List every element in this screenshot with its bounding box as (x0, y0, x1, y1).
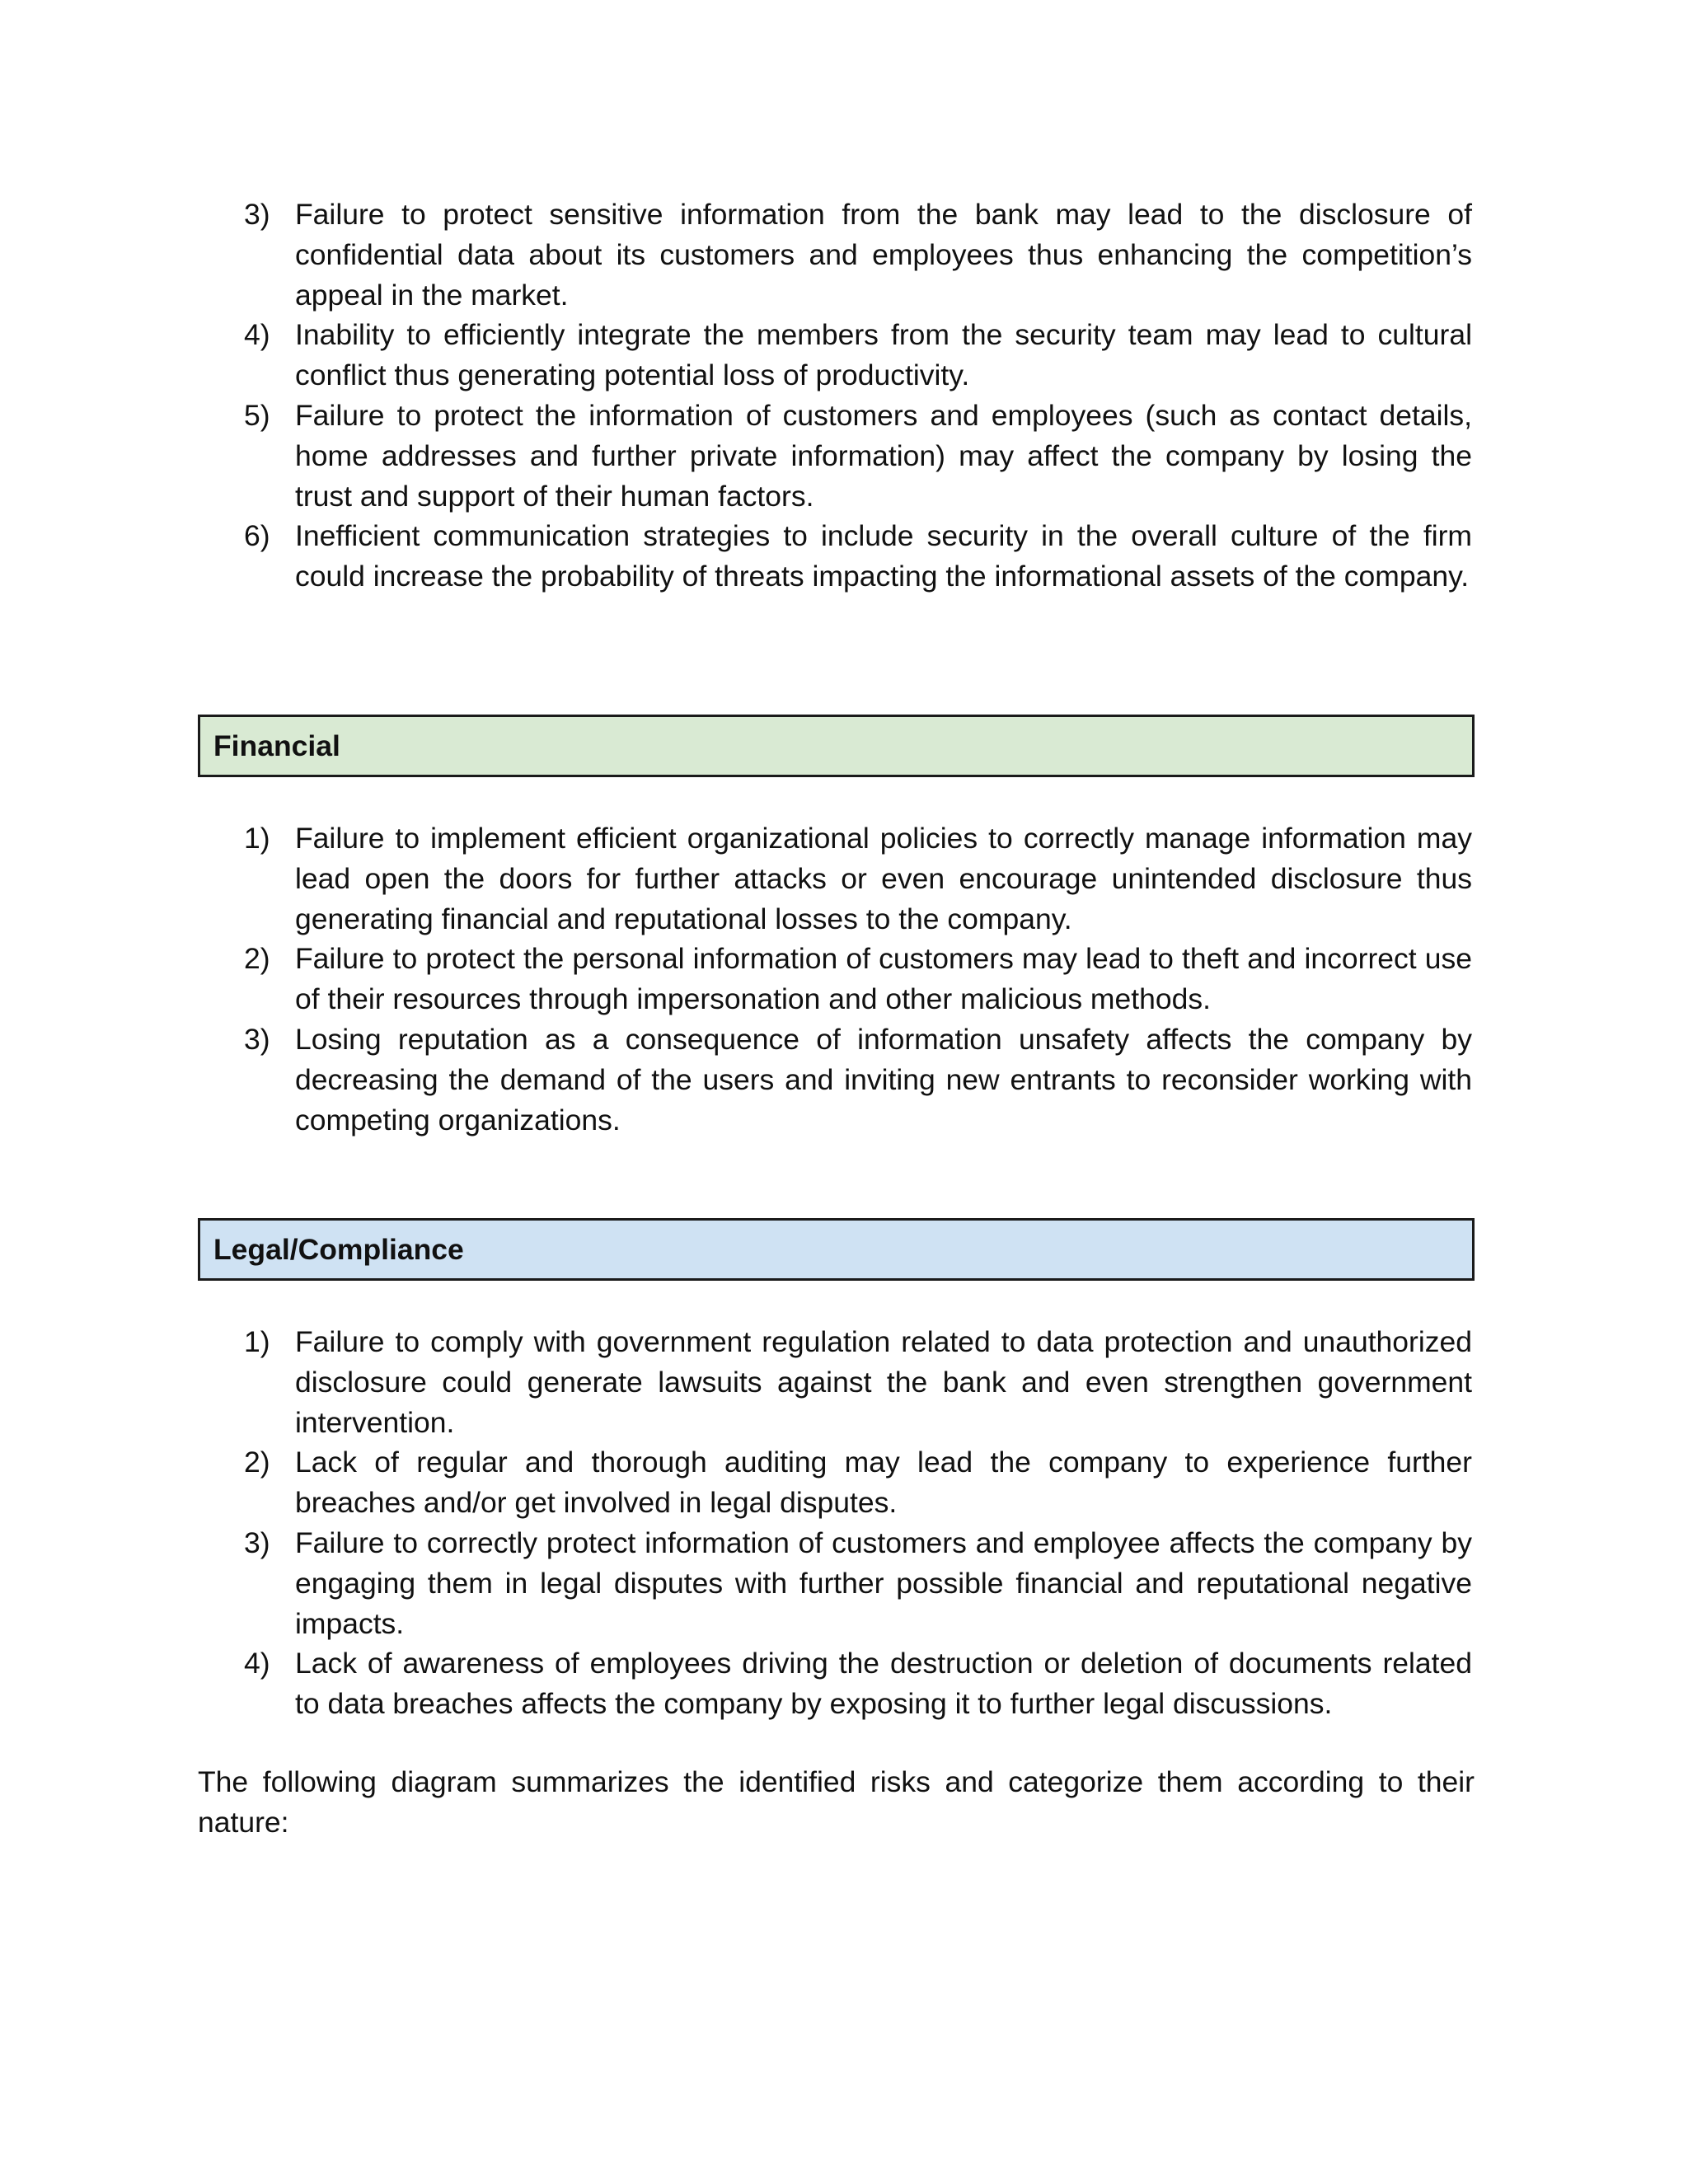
financial-section-heading (198, 715, 1475, 777)
intro-risk-list (244, 194, 1472, 597)
list-item-text: Failure to correctly protect information of customers and employee affects the company by engaging them in legal disputes with further possible financial and reputational negative impacts. (295, 1526, 1472, 1640)
list-item (244, 818, 1472, 939)
list-item-text: Inability to efficiently integrate the members from the security team may lead to cultural conflict thus generating potential loss of productivity. (295, 318, 1472, 392)
list-item (244, 1643, 1472, 1724)
list-item (244, 939, 1472, 1019)
list-item-text: Failure to implement efficient organizational policies to correctly manage information may lead open the doors for further attacks or even encourage unintended disclosure thus generating financial and reputational losses to the company. (295, 822, 1472, 935)
financial-heading-text: Financial (213, 729, 340, 762)
list-item (244, 194, 1472, 315)
list-item-text: Failure to comply with government regulation related to data protection and unauthorized disclosure could generate lawsuits against the bank and even strengthen government intervention. (295, 1325, 1472, 1439)
list-item-number: 4) (244, 318, 270, 352)
list-item-text: Lack of regular and thorough auditing may lead the company to experience further breaches and/or get involved in legal disputes. (295, 1446, 1472, 1520)
list-item (244, 315, 1472, 396)
list-item-text: Inefficient communication strategies to include security in the overall culture of the firm could increase the probability of threats impacting the informational assets of the company. (295, 519, 1472, 593)
list-item (244, 396, 1472, 516)
list-item-text: Failure to protect the information of customers and employees (such as contact details, home addresses and further private information) may affect the company by losing the trust and support of their human factors. (295, 398, 1472, 513)
list-item (244, 1322, 1472, 1442)
list-item-number: 6) (244, 519, 270, 553)
list-item-number: 2) (244, 1446, 270, 1479)
list-item-number: 1) (244, 1325, 270, 1358)
list-item-number: 1) (244, 822, 270, 855)
list-item-number: 4) (244, 1647, 270, 1680)
list-item-text: Failure to protect the personal information of customers may lead to theft and incorrect use of their resources through impersonation and other malicious methods. (295, 942, 1472, 1016)
legal-compliance-section-heading (198, 1218, 1475, 1281)
list-item (244, 516, 1472, 597)
list-item-text: Losing reputation as a consequence of information unsafety affects the company by decreasing the demand of the users and inviting new entrants to reconsider working with competing organizations. (295, 1022, 1472, 1137)
list-item (244, 1019, 1472, 1140)
list-item-number: 2) (244, 942, 270, 976)
list-item-number: 3) (244, 198, 270, 231)
list-item-number: 5) (244, 398, 270, 432)
list-item-number: 3) (244, 1526, 270, 1559)
summary-paragraph: The following diagram summarizes the identified risks and categorize them according to their nature: (198, 1765, 1475, 1839)
list-item (244, 1523, 1472, 1643)
list-item-text: Failure to protect sensitive information from the bank may lead to the disclosure of confidential data about its customers and employees thus enhancing the competition’s appeal in the market. (295, 198, 1472, 312)
list-item (244, 1442, 1472, 1523)
financial-risk-list (244, 818, 1472, 1140)
list-item-text: Lack of awareness of employees driving the destruction or deletion of documents related to data breaches affects the company by exposing it to further legal discussions. (295, 1647, 1472, 1721)
list-item-number: 3) (244, 1022, 270, 1056)
legal-heading-text: Legal/Compliance (213, 1232, 464, 1266)
legal-risk-list (244, 1322, 1472, 1724)
